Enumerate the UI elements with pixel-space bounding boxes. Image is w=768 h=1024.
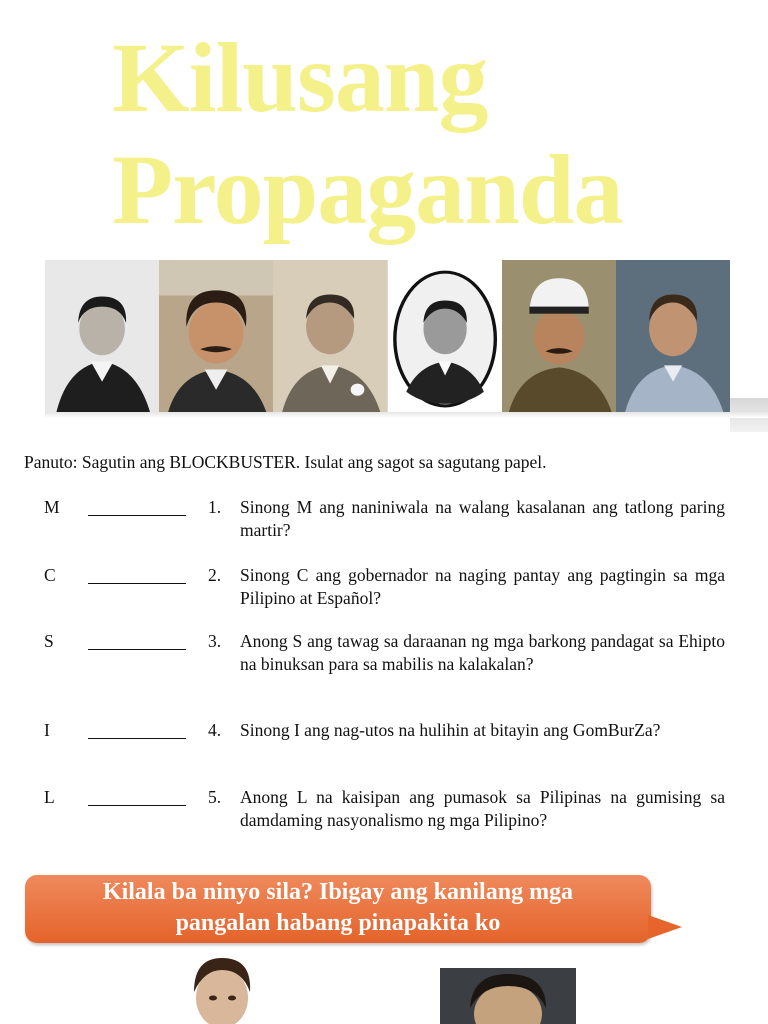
answer-blank[interactable] <box>88 805 186 806</box>
title-line-1: Kilusang <box>112 22 488 133</box>
question-text: Anong S ang tawag sa daraanan ng mga barkong pandagat sa Ehipto na binuksan para sa mabilis na kalakalan? <box>240 631 725 674</box>
question-letter: S <box>44 631 54 651</box>
question-number: 4. <box>208 720 222 740</box>
callout-tail <box>648 915 682 939</box>
question-letter: C <box>44 565 56 585</box>
question-text: Sinong C ang gobernador na naging pantay ang pagtingin sa mga Pilipino at Español? <box>240 565 725 608</box>
bottom-portrait-1 <box>182 952 262 1024</box>
question-text: Sinong M ang naniniwala na walang kasalanan ang tatlong paring martir? <box>240 497 725 540</box>
portrait-3 <box>273 260 387 412</box>
callout-line-2: pangalan habang pinapakita ko <box>175 910 501 936</box>
callout-line-1: Kilala ba ninyo sila? Ibigay ang kanilang mga <box>102 879 574 905</box>
question-number: 5. <box>208 787 222 807</box>
portrait-5 <box>502 260 616 412</box>
answer-blank[interactable] <box>88 583 186 584</box>
question-text: Sinong I ang nag-utos na hulihin at bitayin ang GomBurZa? <box>240 720 661 740</box>
answer-blank[interactable] <box>88 738 186 739</box>
portrait-1 <box>45 260 159 412</box>
decorative-divider <box>45 412 768 418</box>
question-number: 1. <box>208 497 222 517</box>
portrait-4 <box>388 260 502 412</box>
question-letter: I <box>44 720 50 740</box>
answer-blank[interactable] <box>88 649 186 650</box>
instructions-text: Panuto: Sagutin ang BLOCKBUSTER. Isulat ang sagot sa sagutang papel. <box>24 452 547 472</box>
question-letter: L <box>44 787 55 807</box>
portrait-6 <box>616 260 730 412</box>
page-title <box>112 22 623 246</box>
question-letter: M <box>44 497 60 517</box>
question-text: Anong L na kaisipan ang pumasok sa Pilipinas na gumising sa damdaming nasyonalismo ng mga Pilipino? <box>240 787 725 830</box>
question-number: 2. <box>208 565 222 585</box>
callout-text <box>25 877 651 939</box>
answer-blank[interactable] <box>88 515 186 516</box>
portrait-strip <box>45 260 730 412</box>
title-line-2: Propaganda <box>112 134 623 245</box>
bottom-portrait-2 <box>440 968 576 1024</box>
question-number: 3. <box>208 631 222 651</box>
portrait-2 <box>159 260 273 412</box>
